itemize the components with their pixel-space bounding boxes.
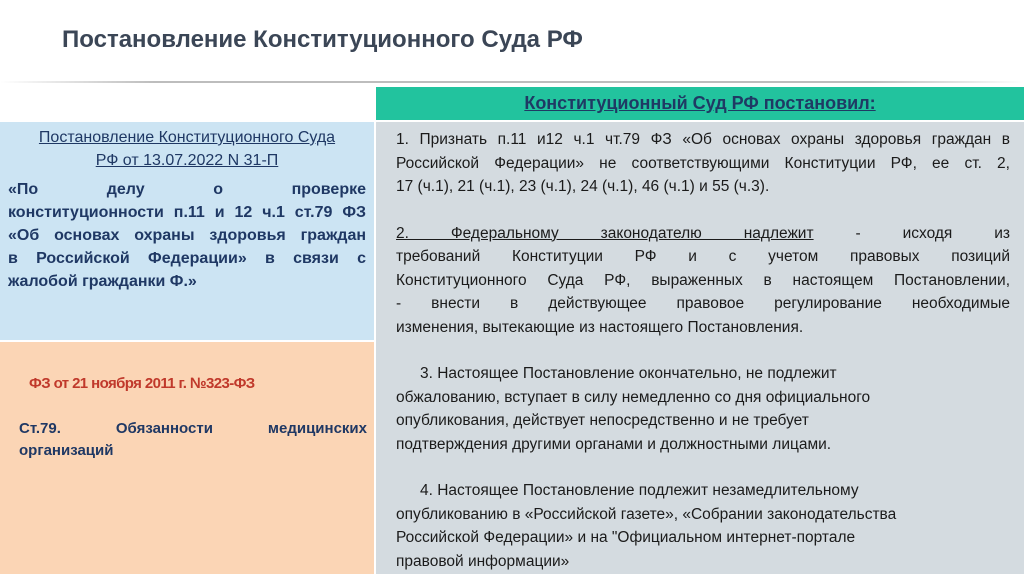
page-title: Постановление Конституционного Суда РФ: [62, 26, 583, 53]
paragraph-line: Конституционного Суда РФ, выраженных в настоящем Постановлении,: [396, 271, 1010, 289]
paragraph-line: 3. Настоящее Постановление окончательно, не подлежит: [420, 365, 837, 382]
paragraph-line: 4. Настоящее Постановление подлежит незамедлительному: [420, 482, 859, 499]
paragraph-line: 17 (ч.1), 21 (ч.1), 23 (ч.1), 24 (ч.1), 46 (ч.1) и 55 (ч.3).: [396, 178, 770, 195]
paragraph-line: Российской Федерации» и на "Официальном интернет-портале: [396, 529, 856, 546]
article-line: организаций: [19, 442, 114, 459]
description-line: «По делу о проверке: [8, 181, 366, 198]
paragraph-line: обжалованию, вступает в силу немедленно со дня официального: [396, 388, 871, 406]
paragraph-line: изменения, вытекающие из настоящего Постановления.: [396, 318, 804, 336]
decision-header-text: Конституционный Суд РФ постановил:: [524, 93, 876, 113]
decision-paragraph-2: [396, 222, 1010, 340]
paragraph-line: [396, 222, 1010, 246]
paragraph-line: - внести в действующее правовое регулирование необходимые: [396, 295, 1010, 312]
article-title: [19, 418, 367, 462]
decision-paragraph-3: [396, 362, 1010, 456]
paragraph-line: правовой информации»: [396, 552, 570, 570]
law-title: ФЗ от 21 ноября 2011 г. №323-ФЗ: [29, 375, 255, 392]
paragraph-line: опубликования, действует непосредственно и не требует: [396, 412, 809, 429]
paragraph-line: подтверждения другими органами и должностными лицами.: [396, 435, 832, 453]
resolution-description: [8, 178, 366, 293]
paragraph-lead-rest: - исходя из: [813, 224, 1010, 242]
description-line: в Российской Федерации» в связи с: [8, 250, 366, 267]
paragraph-lead-underlined: 2. Федеральному законодателю надлежит: [396, 224, 814, 242]
resolution-title-line: РФ от 13.07.2022 N 31-П: [95, 152, 279, 169]
description-line: жалобой гражданки Ф.»: [8, 273, 197, 290]
paragraph-line: опубликованию в «Российской газете», «Собрании законодательства: [396, 505, 897, 523]
resolution-title: [8, 126, 366, 172]
decision-paragraph-1: [396, 128, 1010, 199]
paragraph-line: 1. Признать п.11 и12 ч.1 чт.79 ФЗ «Об основах охраны здоровья граждан в: [396, 131, 1010, 148]
resolution-info-panel: [0, 122, 374, 340]
decision-text-panel: [376, 122, 1024, 574]
title-divider: [0, 81, 1024, 83]
article-line: Ст.79. Обязанности медицинских: [19, 420, 367, 437]
resolution-title-line: Постановление Конституционного Суда: [38, 129, 336, 146]
description-line: «Об основах охраны здоровья граждан: [8, 227, 366, 244]
paragraph-line: требований Конституции РФ и с учетом правовых позиций: [396, 248, 1010, 265]
decision-paragraph-4: [396, 479, 1010, 573]
description-line: конституционности п.11 и 12 ч.1 ст.79 ФЗ: [8, 204, 366, 221]
decision-header-bar: [376, 87, 1024, 120]
paragraph-line: Российской Федерации» не соответствующими Конституции РФ, ее ст. 2,: [396, 154, 1010, 172]
